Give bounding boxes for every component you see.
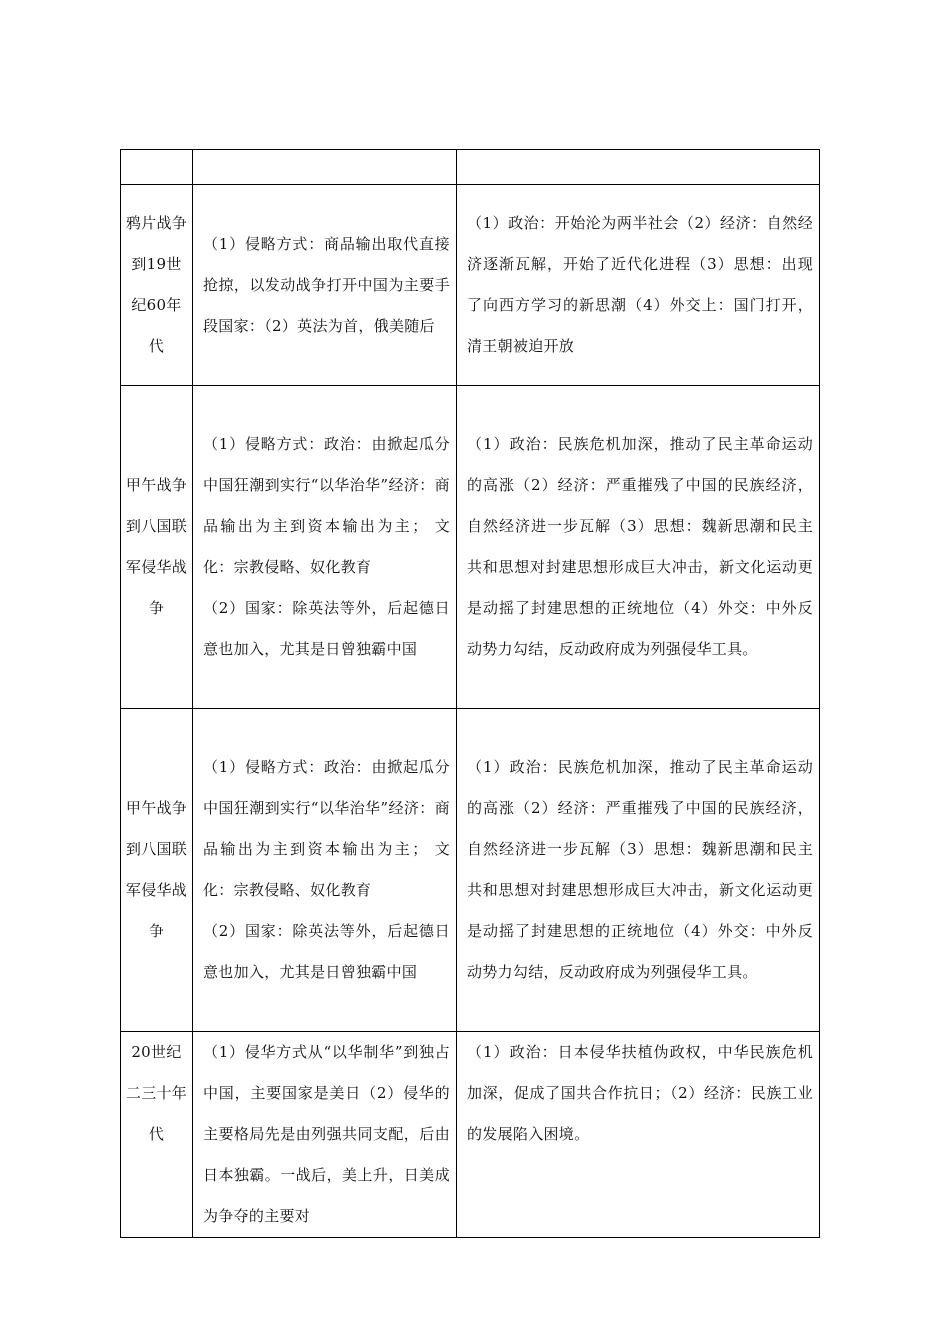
table-row <box>121 185 820 386</box>
aggression-paragraph: （1）侵略方式：政治：由掀起瓜分中国狂潮到实行“以华治华”经济：商品输出为主到资本输出为主； 文化：宗教侵略、奴化教育 <box>203 435 450 576</box>
header-cell-aggression <box>193 150 457 185</box>
header-cell-era <box>121 150 193 185</box>
aggression-paragraph: （2）国家：除英法等外，后起德日意也加入，尤其是日曾独霸中国 <box>203 922 450 981</box>
aggression-cell <box>193 185 457 386</box>
table-header-row <box>121 150 820 185</box>
aggression-cell <box>193 1032 457 1238</box>
impact-cell: （1）政治：开始沦为两半社会（2）经济：自然经济逐渐瓦解，开始了近代化进程（3）思想：出现了向西方学习的新思潮（4）外交上：国门打开，清王朝被迫开放 <box>457 185 820 386</box>
impact-cell: （1）政治：日本侵华扶植伪政权，中华民族危机加深，促成了国共合作抗日；（2）经济：民族工业的发展陷入困境。 <box>457 1032 820 1238</box>
aggression-paragraph: （1）侵华方式从“以华制华”到独占中国，主要国家是美日（2）侵华的主要格局先是由列强共同支配，后由日本独霸。一战后，美上升，日美成为争夺的主要对 <box>203 1043 450 1225</box>
aggression-paragraph: （2）国家：除英法等外，后起德日意也加入，尤其是日曾独霸中国 <box>203 599 450 658</box>
history-table <box>120 149 820 1238</box>
impact-cell: （1）政治：民族危机加深，推动了民主革命运动的高涨（2）经济：严重摧残了中国的民族经济，自然经济进一步瓦解（3）思想：魏新思潮和民主共和思想对封建思想形成巨大冲击，新文化运动更是动摇了封建思想的正统地位（4）外交：中外反动势力勾结，反动政府成为列强侵华工具。 <box>457 386 820 709</box>
header-cell-impact <box>457 150 820 185</box>
era-cell: 鸦片战争到19世纪60年代 <box>121 185 193 386</box>
era-cell: 甲午战争到八国联军侵华战争 <box>121 386 193 709</box>
table-row <box>121 386 820 709</box>
era-cell: 甲午战争到八国联军侵华战争 <box>121 709 193 1032</box>
era-cell: 20世纪二三十年代 <box>121 1032 193 1238</box>
table-row <box>121 709 820 1032</box>
table-row <box>121 1032 820 1238</box>
aggression-cell <box>193 386 457 709</box>
aggression-paragraph: （1）侵略方式：商品输出取代直接抢掠，以发动战争打开中国为主要手段国家：（2）英法为首，俄美随后 <box>203 234 450 335</box>
impact-cell: （1）政治：民族危机加深，推动了民主革命运动的高涨（2）经济：严重摧残了中国的民族经济，自然经济进一步瓦解（3）思想：魏新思潮和民主共和思想对封建思想形成巨大冲击，新文化运动更是动摇了封建思想的正统地位（4）外交：中外反动势力勾结，反动政府成为列强侵华工具。 <box>457 709 820 1032</box>
aggression-paragraph: （1）侵略方式：政治：由掀起瓜分中国狂潮到实行“以华治华”经济：商品输出为主到资本输出为主； 文化：宗教侵略、奴化教育 <box>203 758 450 899</box>
aggression-cell <box>193 709 457 1032</box>
